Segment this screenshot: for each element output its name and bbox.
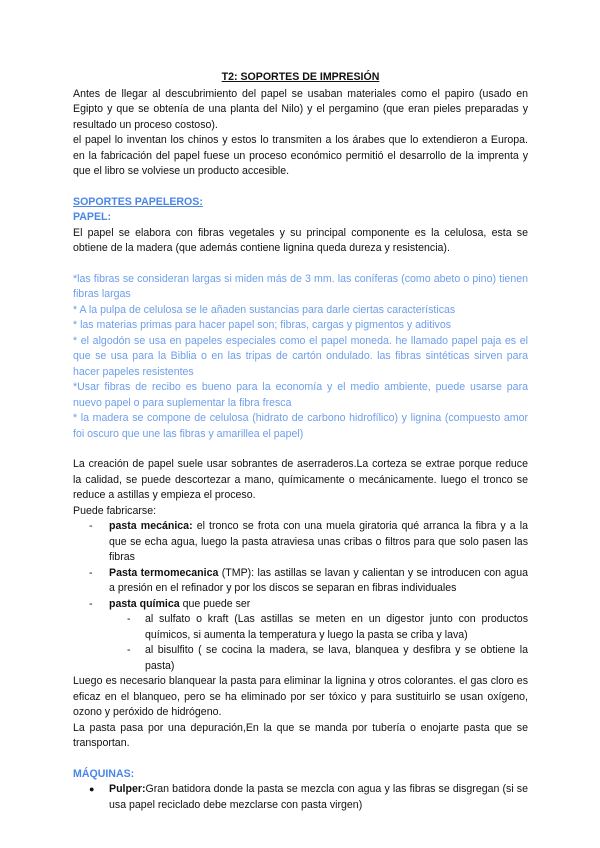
page-title: T2: SOPORTES DE IMPRESIÓN — [221, 71, 380, 83]
method-term: pasta química — [109, 597, 180, 610]
intro-paragraph-1: Antes de llegar al descubrimiento del papel se usaban materiales como el papiro (usado en Egipto y que se obtenía de una planta del Nilo) y el pergamino (que eran pieles preparadas y resultado un proceso costoso). — [73, 87, 528, 131]
list-item — [73, 782, 528, 813]
sub-method-description: al sulfato o kraft (Las astillas se meten en un digestor junto con productos químicos, si aumenta la temperatura y luego la pasta se criba y lava) — [145, 613, 528, 641]
list-item — [73, 612, 528, 643]
note-item: * A la pulpa de celulosa se le añaden sustancias para darle ciertas características — [73, 303, 456, 316]
sub-method-description: al bisulfito ( se cocina la madera, se lava, blanquea y desfibra y se obtiene la pasta) — [145, 644, 528, 672]
section-heading-papel: PAPEL: — [73, 211, 112, 223]
method-description: (TMP): las astillas se lavan y calientan y se introducen con agua a presión en el refinador y por los discos se separan en fibras individuales — [109, 566, 528, 594]
notes-block — [73, 272, 528, 443]
note-item: * el algodón se usa en papeles especiales como el papel moneda. he llamado papel paja es el que se usa para la Biblia o en las tripas de cartón ondulado. las fibras sintéticas sirven para hacer papeles resistentes — [73, 334, 528, 378]
machine-description: Gran batidora donde la pasta se mezcla con agua y las fibras se disgregan (si se usa papel reciclado debe mezclarse con pasta virgen) — [109, 783, 528, 811]
spacer — [73, 180, 528, 195]
section-heading-maquinas: MÁQUINAS: — [73, 767, 135, 780]
depuracion-paragraph: La pasta pasa por una depuración,En la que se manda por tubería o enojarte pasta que se transportan. — [73, 721, 528, 749]
papel-paragraph: El papel se elabora con fibras vegetales y su principal componente es la celulosa, esta se obtiene de la madera (que además contiene lignina queda dureza y resistencia). — [73, 226, 528, 254]
machine-term: Pulper: — [109, 783, 146, 795]
dash-marker: - — [89, 566, 93, 579]
intro-paragraph-2: el papel lo inventan los chinos y estos lo transmiten a los árabes que lo extendieron a Europa. en la fabricación del papel fuese un proceso económico permitió el desarrollo de la imprenta y que el libro se volviese un producto accesible. — [73, 134, 528, 177]
document-page — [73, 70, 528, 813]
list-item — [73, 597, 528, 613]
dash-marker: - — [89, 597, 93, 610]
spacer — [73, 442, 528, 457]
spacer — [73, 257, 528, 272]
blanqueo-paragraph: Luego es necesario blanquear la pasta para eliminar la lignina y otros colorantes. el gas cloro es eficaz en el blanqueo, pero se ha eliminado por ser tóxico y para sustituirlo se usan oxígeno, ozono y peróxido de hidrógeno. — [73, 675, 528, 718]
list-item — [73, 566, 528, 597]
creacion-paragraph: La creación de papel suele usar sobrantes de aserraderos.La corteza se extrae porque reduce la calidad, se puede descortezar a mano, químicamente o mecánicamente. luego el tronco se reduce a astillas y empieza el proceso. — [73, 458, 528, 501]
note-item: * la madera se compone de celulosa (hidrato de carbono hidrofílico) y lignina (compuesto amor foi oscuro que une las fibras y amarillea el papel) — [73, 412, 528, 440]
note-item: * las materias primas para hacer papel son; fibras, cargas y pigmentos y aditivos — [73, 319, 452, 331]
method-description: que puede ser — [179, 597, 251, 610]
note-item: *Usar fibras de recibo es bueno para la economía y el medio ambiente, puede usarse para nuevo papel o para suplementar la fibra fresca — [73, 381, 528, 409]
dash-marker: - — [89, 520, 93, 532]
list-item — [73, 519, 528, 566]
method-term: pasta mecánica: — [109, 520, 193, 532]
section-heading-soportes: SOPORTES PAPELEROS: — [73, 195, 203, 208]
method-description: el tronco se frota con una muela giratoria qué arranca la fibra y a la que se echa agua, luego la pasta atraviesa unas cribas o filtros para que solo pasen las fibras — [109, 520, 528, 563]
dash-marker: - — [127, 613, 131, 625]
spacer — [73, 752, 528, 767]
sub-methods-list — [73, 612, 528, 674]
bullet-icon: ● — [89, 784, 95, 794]
puede-fabricarse-label: Puede fabricarse: — [73, 504, 157, 517]
method-term: Pasta termomecanica — [109, 566, 219, 579]
dash-marker: - — [127, 644, 131, 656]
methods-list — [73, 519, 528, 612]
list-item — [73, 643, 528, 674]
machines-list — [73, 782, 528, 813]
note-item: *las fibras se consideran largas si miden más de 3 mm. las coníferas (como abeto o pino) tienen fibras largas — [73, 272, 528, 300]
